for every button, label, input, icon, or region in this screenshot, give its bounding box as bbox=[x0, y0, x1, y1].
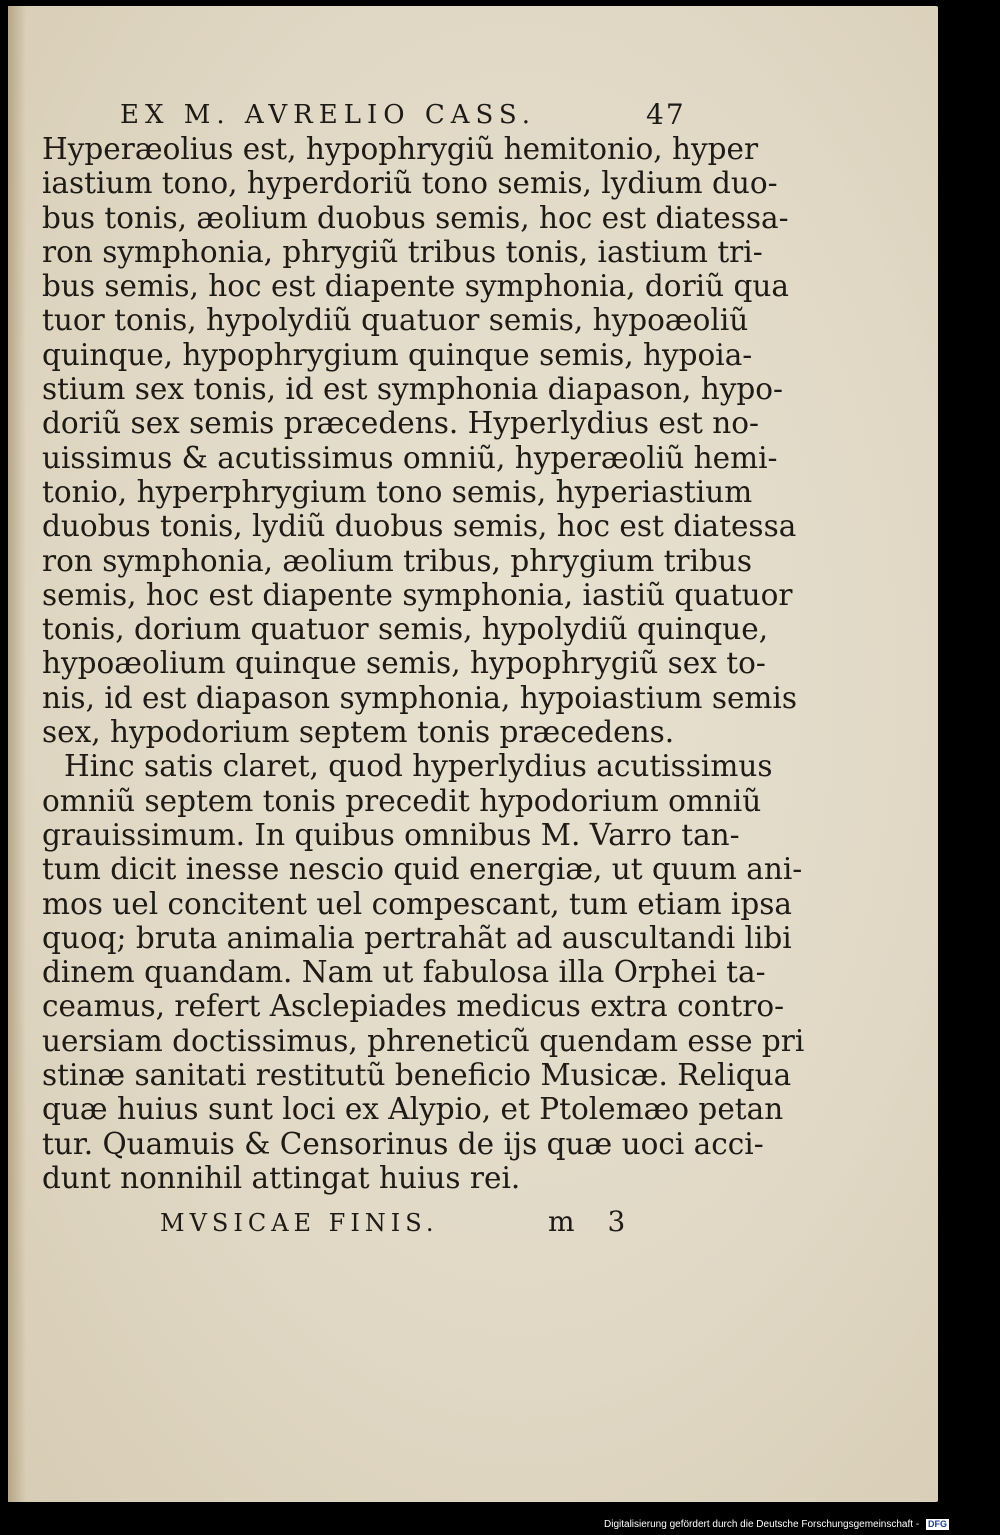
text-line: ceamus, refert Asclepiades medicus extra contro- bbox=[42, 989, 785, 1024]
text-line: iastium tono, hyperdoriũ tono semis, lydium duo- bbox=[42, 166, 778, 201]
text-line: quinque, hypophrygium quinque semis, hypoia- bbox=[42, 337, 753, 372]
text-line: tur. Quamuis & Censorinus de ijs quæ uoci acci- bbox=[42, 1126, 764, 1161]
text-line: dinem quandam. Nam ut fabulosa illa Orphei ta- bbox=[42, 955, 766, 990]
text-line: bus tonis, æolium duobus semis, hoc est diatessa- bbox=[42, 200, 789, 235]
signature-mark: m 3 bbox=[548, 1205, 638, 1239]
text-line: Hinc satis claret, quod hyperlydius acutissimus bbox=[64, 749, 773, 784]
closing-line bbox=[42, 1201, 742, 1241]
section-end-title: MVSICAE FINIS. bbox=[160, 1209, 439, 1238]
text-line: duobus tonis, lydiũ duobus semis, hoc est diatessa bbox=[42, 509, 797, 544]
text-line: uersiam doctissimus, phreneticũ quendam esse pri bbox=[42, 1023, 805, 1058]
text-line: omniũ septem tonis precedit hypodorium omniũ bbox=[42, 783, 762, 818]
text-line: tonio, hyperphrygium tono semis, hyperiastium bbox=[42, 474, 753, 509]
text-line: ron symphonia, æolium tribus, phrygium tribus bbox=[42, 543, 753, 578]
text-line: tonis, dorium quatuor semis, hypolydiũ quinque, bbox=[42, 612, 769, 647]
credit-text: Digitalisierung gefördert durch die Deutsche Forschungsgemeinschaft - bbox=[604, 1519, 920, 1530]
text-line: tum dicit inesse nescio quid energiæ, ut quum ani- bbox=[42, 852, 803, 887]
running-head-title: EX M. AVRELIO CASS. bbox=[120, 100, 537, 130]
text-line: Hyperæolius est, hypophrygiũ hemitonio, hyper bbox=[42, 132, 759, 166]
text-line: bus semis, hoc est diapente symphonia, doriũ qua bbox=[42, 269, 789, 304]
text-line: hypoæolium quinque semis, hypophrygiũ sex to- bbox=[42, 646, 766, 681]
text-line: ron symphonia, phrygiũ tribus tonis, iastium tri- bbox=[42, 234, 763, 269]
text-line: sex, hypodorium septem tonis præcedens. bbox=[42, 715, 675, 750]
text-line: grauissimum. In quibus omnibus M. Varro tan- bbox=[42, 817, 740, 852]
text-line: tuor tonis, hypolydiũ quatuor semis, hypoæoliũ bbox=[42, 303, 749, 338]
text-line: stium sex tonis, id est symphonia diapason, hypo- bbox=[42, 372, 783, 407]
running-head bbox=[42, 92, 742, 132]
text-line: semis, hoc est diapente symphonia, iastiũ quatuor bbox=[42, 577, 793, 612]
page-text-block bbox=[42, 92, 805, 1241]
text-line: dunt nonnihil attingat huius rei. bbox=[42, 1160, 521, 1195]
text-line: quæ huius sunt loci ex Alypio, et Ptolemæo petan bbox=[42, 1092, 784, 1127]
text-line: quoq; bruta animalia pertrahãt ad auscultandi libi bbox=[42, 920, 792, 955]
text-line: nis, id est diapason symphonia, hypoiastium semis bbox=[42, 680, 797, 715]
body-text bbox=[42, 132, 805, 1195]
text-line: mos uel concitent uel compescant, tum etiam ipsa bbox=[42, 886, 792, 921]
dfg-logo-icon: DFG bbox=[927, 1518, 947, 1529]
page-number: 47 bbox=[646, 98, 686, 131]
digitization-credit bbox=[604, 1518, 994, 1532]
text-line: uissimus & acutissimus omniũ, hyperæoliũ hemi- bbox=[42, 440, 778, 475]
page-gutter-shadow bbox=[8, 6, 26, 1502]
text-line: doriũ sex semis præcedens. Hyperlydius est no- bbox=[42, 406, 759, 441]
text-line: stinæ sanitati restitutũ beneficio Musicæ. Reliqua bbox=[42, 1058, 792, 1093]
